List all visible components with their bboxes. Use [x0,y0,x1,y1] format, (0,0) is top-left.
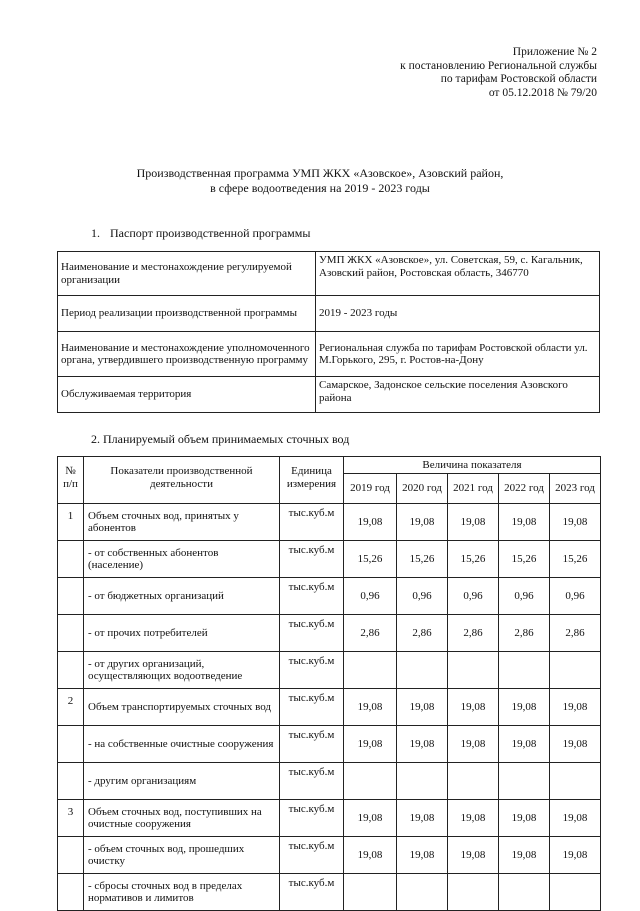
passport-label: Наименование и местонахождение уполномоченного органа, утвердившего производственную программу [58,332,316,377]
row-value [397,652,448,689]
header-year: 2020 год [397,474,448,504]
row-value: 19,08 [499,504,550,541]
row-number: 2 [58,689,84,726]
row-unit: тыс.куб.м [280,763,344,800]
table-row [58,800,601,837]
row-value [499,763,550,800]
row-value: 19,08 [499,689,550,726]
header-num: № п/п [58,457,84,504]
row-unit: тыс.куб.м [280,800,344,837]
passport-label: Период реализации производственной программы [58,296,316,332]
table-row [58,541,601,578]
table-row [58,689,601,726]
row-value: 19,08 [550,837,601,874]
passport-value: УМП ЖКХ «Азовское», ул. Советская, 59, с. Кагальник, Азовский район, Ростовская область, 346770 [316,252,600,296]
row-value: 15,26 [344,541,397,578]
header-year: 2019 год [344,474,397,504]
row-value: 2,86 [550,615,601,652]
row-value: 19,08 [550,689,601,726]
row-value: 19,08 [448,726,499,763]
section-number: 1. [91,226,100,240]
row-value [550,652,601,689]
row-unit: тыс.куб.м [280,652,344,689]
row-value: 0,96 [448,578,499,615]
table-row [58,504,601,541]
row-indicator: Объем сточных вод, поступивших на очистные сооружения [84,800,280,837]
row-value: 15,26 [448,541,499,578]
row-value: 19,08 [550,504,601,541]
row-value: 2,86 [344,615,397,652]
row-value: 19,08 [550,726,601,763]
document-header [400,46,597,100]
row-number: 3 [58,800,84,837]
table-row [58,377,600,413]
row-indicator: - от собственных абонентов (население) [84,541,280,578]
header-year: 2022 год [499,474,550,504]
row-unit: тыс.куб.м [280,578,344,615]
header-year: 2023 год [550,474,601,504]
header-line: Приложение № 2 [512,46,597,58]
row-number [58,763,84,800]
title-line: в сфере водоотведения на 2019 - 2023 годы [210,180,430,195]
row-number [58,615,84,652]
passport-label: Обслуживаемая территория [58,377,316,413]
row-value: 19,08 [397,800,448,837]
row-indicator: - от бюджетных организаций [84,578,280,615]
row-unit: тыс.куб.м [280,504,344,541]
table-row [58,252,600,296]
table-row [58,615,601,652]
row-value [448,652,499,689]
row-indicator: - объем сточных вод, прошедших очистку [84,837,280,874]
row-value: 19,08 [344,837,397,874]
title-line: Производственная программа УМП ЖКХ «Азовское», Азовский район, [136,166,504,180]
table-header-row [58,457,601,474]
row-value: 2,86 [499,615,550,652]
row-indicator: - от других организаций, осуществляющих водоотведение [84,652,280,689]
row-value: 19,08 [448,689,499,726]
header-line: к постановлению Региональной службы [400,59,597,72]
document-title [0,166,640,195]
row-number [58,652,84,689]
row-number [58,541,84,578]
row-value: 19,08 [344,504,397,541]
row-value: 19,08 [397,837,448,874]
row-value: 19,08 [344,689,397,726]
row-indicator: - сбросы сточных вод в пределах нормативов и лимитов [84,874,280,911]
row-value: 19,08 [344,726,397,763]
row-value: 15,26 [550,541,601,578]
row-value: 19,08 [499,800,550,837]
section-heading-passport [91,226,310,241]
row-value: 19,08 [397,689,448,726]
row-value: 19,08 [499,837,550,874]
header-line: от 05.12.2018 № 79/20 [488,86,597,99]
row-value: 15,26 [499,541,550,578]
table-row [58,652,601,689]
table-row [58,296,600,332]
row-value: 19,08 [448,837,499,874]
row-indicator: - на собственные очистные сооружения [84,726,280,763]
row-value: 19,08 [499,726,550,763]
row-unit: тыс.куб.м [280,837,344,874]
row-value: 15,26 [397,541,448,578]
row-value: 0,96 [499,578,550,615]
header-line: по тарифам Ростовской области [440,73,597,85]
row-value: 0,96 [550,578,601,615]
row-value: 19,08 [397,726,448,763]
row-value: 2,86 [448,615,499,652]
table-row [58,763,601,800]
section-title: Паспорт производственной программы [110,226,311,240]
row-unit: тыс.куб.м [280,874,344,911]
row-indicator: - от прочих потребителей [84,615,280,652]
passport-value: Региональная служба по тарифам Ростовской области ул. М.Горького, 295, г. Ростов-на-Дону [316,332,600,377]
row-value [344,763,397,800]
row-unit: тыс.куб.м [280,541,344,578]
row-value [397,763,448,800]
row-value: 19,08 [397,504,448,541]
passport-value: Самарское, Задонское сельские поселения Азовского района [316,377,600,413]
row-number [58,837,84,874]
row-indicator: Объем сточных вод, принятых у абонентов [84,504,280,541]
row-value: 19,08 [448,800,499,837]
row-value [448,763,499,800]
row-value: 19,08 [448,504,499,541]
header-indicator: Показатели производственной деятельности [84,457,280,504]
passport-value: 2019 - 2023 годы [316,296,600,332]
row-unit: тыс.куб.м [280,689,344,726]
section-heading-volume: 2. Планируемый объем принимаемых сточных вод [91,432,350,446]
header-value: Величина показателя [344,457,601,474]
row-value [550,763,601,800]
header-year: 2021 год [448,474,499,504]
row-value: 0,96 [397,578,448,615]
passport-table [57,251,600,413]
row-unit: тыс.куб.м [280,726,344,763]
row-unit: тыс.куб.м [280,615,344,652]
row-indicator: Объем транспортируемых сточных вод [84,689,280,726]
row-value [499,652,550,689]
row-value: 2,86 [397,615,448,652]
table-row [58,726,601,763]
row-value: 0,96 [344,578,397,615]
table-row [58,578,601,615]
row-value [344,652,397,689]
passport-label: Наименование и местонахождение регулируемой организации [58,252,316,296]
row-number [58,578,84,615]
row-value: 19,08 [344,800,397,837]
header-unit: Единица измерения [280,457,344,504]
table-row [58,837,601,874]
row-number: 1 [58,504,84,541]
row-number [58,726,84,763]
volume-table [57,456,601,911]
table-row [58,332,600,377]
row-indicator: - другим организациям [84,763,280,800]
row-value: 19,08 [550,800,601,837]
